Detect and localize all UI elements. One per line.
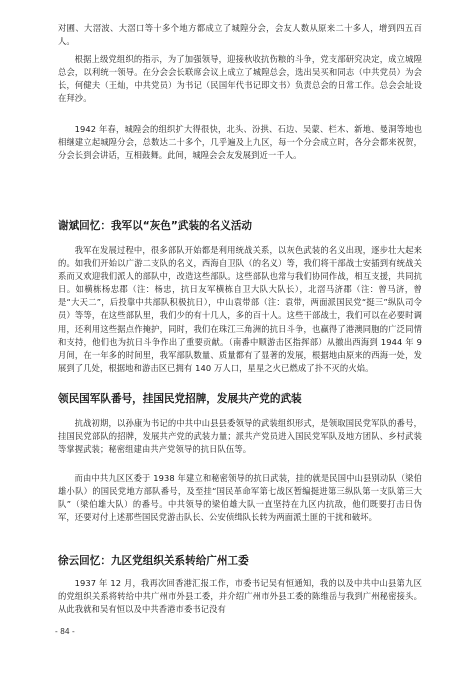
section-heading-3: 徐云回忆：九区党组织关系转给广州工委: [58, 555, 249, 567]
paragraph-1: [58, 22, 422, 48]
paragraph-text: 抗战初期，以孙康为书记的中共中山县县委领导的武装组织形式，是领取国民党军队的番号，挂国民党部队的招牌，发展共产党的武装力量；派共产党员进入国民党军队及地方团队、乡村武装等掌握武装；秘密组建由共产党领导的抗日队伍等。: [58, 418, 422, 455]
paragraph-7: [58, 577, 422, 616]
paragraph-text: 对圃、大滘波、大滘口等十多个地方都成立了城隍分会，会友人数从原来二十多人，增到四五百人。: [58, 23, 422, 47]
paragraph-2: [58, 53, 422, 105]
section-heading-1: 谢斌回忆：我军以“灰色”武装的名义活动: [58, 220, 253, 232]
paragraph-text: 而由中共九区区委于 1938 年建立和秘密领导的抗日武装，挂的就是民国中山县别动队（梁伯雄小队）的国民党地方部队番号，及至挂“国民革命军第七战区暂编挺进第三纵队第一支队第三大队”（梁伯雄大队）的番号。中共领导的梁伯雄大队一直坚持在九区内抗敌，他们既要打击日伪军，还要对付上述那些国民党游击队长、公安侦缉队长转为两面派土匪的干扰和破坏。: [58, 473, 422, 523]
paragraph-text: 我军在发展过程中，很多部队开始都是利用统战关系，以灰色武装的名义出现，逐步壮大起来的。如我们开始以广游二支队的名义，西海自卫队（的名义）等，我们将干部战士安插到有统战关系而又欢迎我们派人的部队中，改造这些部队。这些部队也常与我们协同作战，相互支援，共同抗日。如横栋杨忠郡（注：杨忠，抗日友军横栋自卫大队大队长），北滘马济郡（注：曾马济，曾是“大天二”，后投靠中共部队积极抗日），中山袁带部（注：袁带，两面派国民党“挺三”纵队司令员）等等，在这些部队里，我们少的有十几人，多的百十人。这些干部战士，我们可以在必要时调用，还利用这些据点作掩护，同时，我们在珠江三角洲的抗日斗争，也赢得了港澳同胞的广泛同情和支持，他们也为抗日斗争作出了重要贡献。（南番中顺游击区指挥部）从撤出西海到 1944 年 9 月间，在一年多的时间里，我军部队数量、质量都有了显著的发展，根据地由原来的西海一处，发展到了几处，根据地和游击区已拥有 140 万人口，星星之火已燃成了扑不灭的火焰。: [58, 245, 422, 373]
paragraph-5: [58, 417, 422, 456]
paragraph-3: [58, 123, 422, 162]
paragraph-text: 1942 年春，城隍会的组织扩大得很快，北头、汾拱、石边、吴蒙、栏木、新地、曼洞等地也相继建立起城隍分会，总数达二十多个，几乎遍及上九区，每一个分会成立时，各分会都来祝贺，分会长到会讲话，互相鼓舞。此间，城隍会会友发展到近一千人。: [58, 124, 422, 161]
paragraph-text: 根据上级党组织的指示，为了加强领导，迎接秋收抗伤粮的斗争，党支部研究决定，成立城隍总会，以利统一领导。在分会会长联席会议上成立了城隍总会，选出吴买和同志（中共党员）为会长，何健夫（王灿，中共党员）为书记（民国年代书记即文书）负责总会的日常工作。总会会址设在拜沙。: [58, 54, 422, 104]
section-heading-2: 领民国军队番号，挂国民党招牌，发展共产党的武装: [58, 393, 302, 405]
paragraph-text: 1937 年 12 月，我再次回香港汇报工作，市委书记吴有恒通知，我的以及中共中山县第九区的党组织关系将转给中共广州市外县工委，并介绍广州市外县工委的陈维岳与我到广州秘密接头。从此我就和吴有恒以及中共香港市委书记没有: [58, 578, 422, 615]
paragraph-4: [58, 244, 422, 375]
paragraph-6: [58, 472, 422, 524]
page-number: - 84 -: [55, 627, 75, 636]
